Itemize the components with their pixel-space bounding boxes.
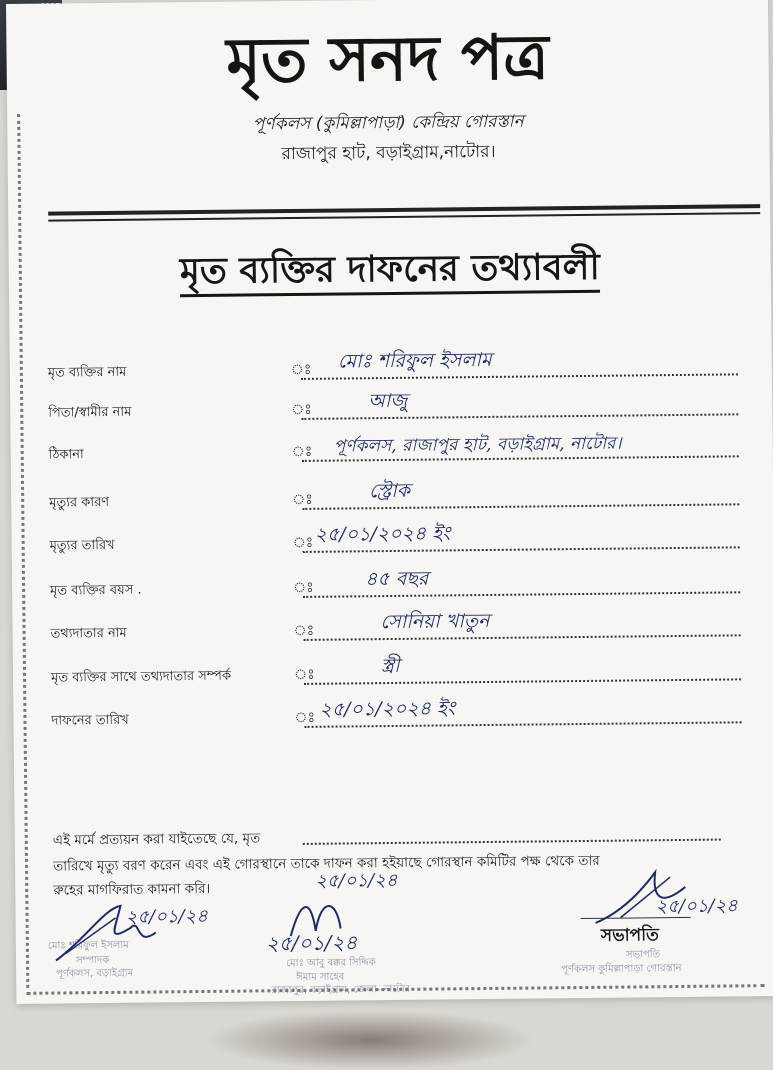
left-signature-date: ২৫/০১/২৪ [125,905,208,928]
field-label: ঠিকানা [48,447,84,463]
field-colon: ঃ [293,666,315,684]
field-colon: ঃ [293,579,314,597]
field-value: স্ট্রোক [369,479,411,503]
center-signature-date: ২৫/০১/২৪ [265,930,358,956]
field-label: দাফনের তারিখ [51,712,129,729]
field-colon: ঃ [293,622,315,640]
left-stamp-address: পূর্ণকলস, বড়াইগ্রাম [56,967,134,980]
field-label: মৃত্যুর তারিখ [49,537,115,554]
field-label: পিতা/স্বামীর নাম [48,404,132,421]
right-stamp-title: সভাপতি [625,949,661,961]
center-stamp-title: ঈমাম সাহেব [296,971,345,984]
field-label: মৃত্যুর কারণ [49,494,110,511]
field-colon: ঃ [291,401,312,419]
field-value: মোঃ শরিফুল ইসলাম [337,348,492,373]
field-colon: ঃ [294,709,316,727]
center-stamp-name: মোঃ আবু বক্কর সিদ্দিক [286,957,376,970]
right-stamp-address: পূর্ণকলস কুমিল্লাপাড়া গোরস্তান [561,962,682,976]
field-colon: ঃ [290,361,312,379]
field-value: সোনিয়া খাতুন [380,609,490,634]
field-colon: ঃ [292,534,314,552]
field-dotted-line [304,678,741,685]
certificate-title: মৃত সনদ পত্র [226,20,550,97]
field-dotted-line [302,503,739,510]
certification-line-1: এই মর্মে প্রত্যয়ন করা যাইতেছে যে, মৃত [52,830,261,849]
field-dotted-line [304,634,741,641]
certificate-sheet [6,0,773,1004]
field-value: স্ত্রী [380,654,400,678]
field-colon: ঃ [292,491,313,509]
field-dotted-line [301,413,738,420]
field-value: পূর্ণকলস, রাজাপুর হাট, বড়াইগ্রাম, নাটোর। [333,433,622,457]
left-stamp-title: সম্পাদক [75,954,110,967]
president-title: সভাপতি [600,925,659,946]
field-value: আজু [368,389,408,413]
field-label: মৃত ব্যক্তির সাথে তথ্যদাতার সম্পর্ক [50,668,232,686]
field-value: ৪৫ বছর [364,567,429,591]
right-signature-date: ২৫/০১/২৪ [655,895,738,918]
graveyard-address: রাজাপুর হাট, বড়াইগ্রাম,নাটোর। [281,141,496,165]
certification-line-2: তারিখে মৃত্যু বরণ করেন এবং এই গোরস্থানে তাকে দাফন করা হইয়াছে গোরস্থান কমিটির পক্ষ থেকে তার [52,852,600,875]
photo-shadow [205,1010,535,1070]
graveyard-name: পূর্ণকলস (কুমিল্লাপাড়া) কেন্দ্রিয় গোরস্তান [252,111,524,135]
field-label: মৃত ব্যক্তির বয়স . [50,582,142,599]
section-heading [9,238,772,306]
field-label: মৃত ব্যক্তির নাম [47,364,127,381]
field-value: ২৫/০১/২০২৪ ইং [314,522,451,546]
field-colon: ঃ [291,443,313,461]
section-heading-text: মৃত ব্যক্তির দাফনের তথ্যাবলী [180,247,600,297]
center-stamp-address: রাজাপুর, বড়াইগ্রাম, জেলা- নাটোর [271,983,411,997]
field-value: ২৫/০১/২০২৪ ইং [319,697,456,721]
field-label: তথ্যদাতার নাম [50,625,127,642]
left-stamp-name: মোঃ শরিফুল ইসলাম [47,939,129,952]
certification-line-3: রুহের মাগফিরাত কামনা করি। [53,880,211,899]
certification-handwritten-date: ২৫/০১/২৪ [315,869,398,892]
